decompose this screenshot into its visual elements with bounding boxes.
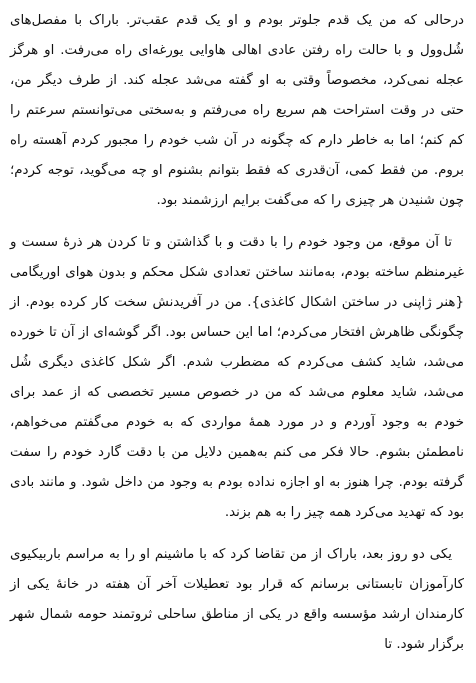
paragraph-1: درحالی که من یک قدم جلوتر بودم و او یک قدم عقب‌تر. باراک با مفصل‌های شُل‌وول و با حالت راه رفتن عادی اهالی هاوایی یورغه‌ای راه می‌رفت. او هرگز عجله نمی‌کرد، مخصوصاً وقتی به او گفته می‌شد عجله کند. از طرف دیگر من، حتی در وقت استراحت هم سریع راه می‌رفتم و به‌سختی می‌توانستم سرعتم را کم کنم؛ اما به خاطر دارم که چگونه در آن شب خودم را مجبور کردم آهسته راه بروم. من فقط کمی، آن‌قدری که فقط بتوانم بشنوم او چه می‌گوید، توجه کردم؛ چون شنیدن هر چیزی را که می‌گفت برایم ارزشمند بود. [10,13,464,208]
paragraph-3: یکی دو روز بعد، باراک از من تقاضا کرد که با ماشینم او را به مراسم باربیکیوی کارآموزان تابستانی برسانم که قرار بود تعطیلات آخر آن هفته در خانهٔ یکی از کارمندان ارشد مؤسسه واقع در یکی از مناطق ساحلی ثروتمند حومه شمال شهر برگزار شود. تا [10,547,464,652]
paragraph-2: تا آن موقع، من وجود خودم را با دقت و با گذاشتن و تا کردن هر ذرهٔ سست و غیرمنظم ساخته بودم، به‌مانند ساختن تعدادی شکل محکم و بدون هوای اوریگامی {هنر ژاپنی در ساختن اشکال کاغذی}. من در آفریدنش سخت کار کرده بودم. از چگونگی ظاهرش افتخار می‌کردم؛ اما این حساس بود. اگر گوشه‌ای از آن تا خورده می‌شد، شاید کشف می‌کردم که مضطرب شدم. اگر شکل کاغذی دیگری شُل می‌شد، شاید معلوم می‌شد که من در خصوص مسیر تخصصی که از عمد برای خودم به وجود آوردم و در مورد همهٔ مواردی که به خودم می‌گفتم می‌خواهم، نامطمئن بشوم. حالا فکر می کنم به‌همین دلایل من با دقت گارد خودم را سفت گرفته بودم. چرا هنوز به او اجازه نداده بودم به وجود من داخل شود. و مانند بادی بود که تهدید می‌کرد همه چیز را به هم بزند. [10,235,464,520]
